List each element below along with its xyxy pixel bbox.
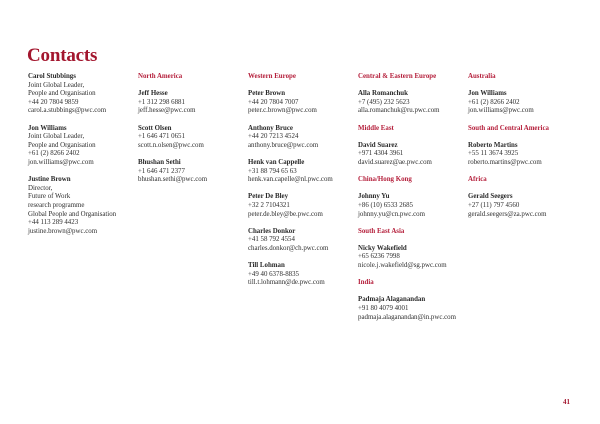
contact-entry <box>138 90 246 116</box>
contact-phone: +27 (11) 797 4560 <box>468 201 520 209</box>
contact-email-link[interactable]: alla.romanchuk@ru.pwc.com <box>358 107 440 115</box>
contact-email-link[interactable]: henk.van.capelle@nl.pwc.com <box>248 176 333 184</box>
contact-name: Nicky Wakefield <box>358 244 407 252</box>
contact-entry <box>248 125 356 151</box>
contact-phone: +61 (2) 8266 2402 <box>28 150 80 158</box>
contact-name: Henk van Cappelle <box>248 158 305 166</box>
contact-name: Scott Olsen <box>138 124 172 132</box>
contact-entry <box>468 193 576 219</box>
contact-column <box>138 73 246 193</box>
contact-email-link[interactable]: scott.n.olsen@pwc.com <box>138 141 204 149</box>
contact-entry <box>28 125 136 168</box>
contact-phone: +91 80 4079 4001 <box>358 305 409 313</box>
contact-name: Johnny Yu <box>358 193 390 201</box>
contact-name: Peter De Bley <box>248 193 289 201</box>
contact-email-link[interactable]: roberto.martins@pwc.com <box>468 158 542 166</box>
contact-phone: +44 20 7213 4524 <box>248 133 299 141</box>
contact-entry <box>468 142 576 168</box>
contact-entry <box>138 125 246 151</box>
contact-name: Till Lohman <box>248 262 285 270</box>
page-number: 41 <box>563 398 570 406</box>
contact-phone: +55 11 3674 3925 <box>468 150 519 158</box>
contact-name: Gerald Seegers <box>468 193 513 201</box>
contact-phone: +65 6236 7998 <box>358 253 400 261</box>
contact-entry <box>358 142 466 168</box>
contact-email-link[interactable]: peter.de.bley@be.pwc.com <box>248 210 323 218</box>
contact-column <box>28 73 136 245</box>
contact-entry <box>248 90 356 116</box>
contact-email-link[interactable]: justine.brown@pwc.com <box>28 227 98 235</box>
contact-email-link[interactable]: till.t.lohmann@de.pwc.com <box>248 279 325 287</box>
region-heading: Middle East <box>358 124 394 132</box>
contact-email-link[interactable]: anthony.bruce@pwc.com <box>248 141 319 149</box>
contact-entry <box>468 90 576 116</box>
contact-email-link[interactable]: jon.williams@pwc.com <box>28 158 94 166</box>
contact-name: Jon Williams <box>468 90 507 98</box>
contact-name: Anthony Bruce <box>248 124 293 132</box>
contact-phone: +44 113 289 4423 <box>28 219 79 227</box>
contact-column <box>468 73 576 228</box>
contact-entry <box>28 73 136 116</box>
contact-entry <box>358 90 466 116</box>
region-heading: Australia <box>468 73 496 80</box>
contact-email-link[interactable]: charles.donkor@ch.pwc.com <box>248 244 329 252</box>
region-heading: Western Europe <box>248 73 296 80</box>
contact-role: Joint Global Leader, <box>28 133 85 141</box>
contact-entry <box>248 159 356 185</box>
contact-entry <box>248 228 356 254</box>
contact-name: Roberto Martins <box>468 141 518 149</box>
contact-entry <box>138 159 246 185</box>
contact-name: Peter Brown <box>248 90 286 98</box>
contact-phone: +1 646 471 0651 <box>138 133 185 141</box>
contact-role: People and Organisation <box>28 90 96 98</box>
contact-role: People and Organisation <box>28 141 96 149</box>
contact-email-link[interactable]: bhushan.sethi@pwc.com <box>138 176 208 184</box>
region-heading: North America <box>138 73 183 80</box>
contact-role: Director, <box>28 184 53 192</box>
contact-entry <box>358 193 466 219</box>
region-heading: South East Asia <box>358 227 405 235</box>
contact-phone: +49 40 6378-8835 <box>248 270 299 278</box>
contact-email-link[interactable]: jeff.hesse@pwc.com <box>138 107 196 115</box>
contact-name: Charles Donkor <box>248 227 296 235</box>
contact-role: Future of Work <box>28 193 71 201</box>
contact-phone: +971 4304 3961 <box>358 150 404 158</box>
contact-entry <box>248 262 356 288</box>
contact-name: Jeff Hesse <box>138 90 168 98</box>
contact-role: research programme <box>28 201 85 209</box>
contact-entry <box>28 176 136 236</box>
contact-phone: +7 (495) 232 5623 <box>358 98 410 106</box>
contact-phone: +44 20 7804 9859 <box>28 98 79 106</box>
contact-column <box>248 73 356 296</box>
contact-phone: +32 2 7104321 <box>248 201 290 209</box>
contact-name: David Suarez <box>358 141 398 149</box>
region-heading: Central & Eastern Europe <box>358 73 437 80</box>
contact-email-link[interactable]: jon.williams@pwc.com <box>468 107 534 115</box>
contact-name: Justine Brown <box>28 176 71 184</box>
contact-email-link[interactable]: peter.c.brown@pwc.com <box>248 107 317 115</box>
contact-email-link[interactable]: carol.a.stubbings@pwc.com <box>28 107 107 115</box>
contact-name: Bhushan Sethi <box>138 158 181 166</box>
region-heading: South and Central America <box>468 124 549 132</box>
region-heading: Africa <box>468 176 487 184</box>
contact-name: Carol Stubbings <box>28 73 76 80</box>
contact-email-link[interactable]: gerald.seegers@za.pwc.com <box>468 210 547 218</box>
contact-phone: +44 20 7804 7007 <box>248 98 299 106</box>
contact-email-link[interactable]: david.suarez@ae.pwc.com <box>358 158 432 166</box>
contact-name: Alla Romanchuk <box>358 90 408 98</box>
contact-role: Global People and Organisation <box>28 210 117 218</box>
contact-entry <box>358 245 466 271</box>
region-heading: China/Hong Kong <box>358 176 412 184</box>
contact-role: Joint Global Leader, <box>28 81 85 89</box>
contact-email-link[interactable]: nicole.j.wakefield@sg.pwc.com <box>358 262 447 270</box>
contact-column <box>358 73 466 331</box>
region-heading: India <box>358 279 374 287</box>
contact-phone: +1 646 471 2377 <box>138 167 185 175</box>
contact-phone: +86 (10) 6533 2685 <box>358 201 413 209</box>
contact-name: Jon Williams <box>28 124 67 132</box>
contact-email-link[interactable]: johnny.yu@cn.pwc.com <box>358 210 425 218</box>
contact-entry <box>248 193 356 219</box>
contact-entry <box>358 296 466 322</box>
contact-phone: +61 (2) 8266 2402 <box>468 98 520 106</box>
contact-phone: +1 312 298 6881 <box>138 98 185 106</box>
contact-email-link[interactable]: padmaja.alaganandan@in.pwc.com <box>358 313 456 321</box>
page-title: Contacts <box>27 45 98 66</box>
contact-phone: +41 58 792 4554 <box>248 236 295 244</box>
contact-phone: +31 88 794 65 63 <box>248 167 297 175</box>
contact-name: Padmaja Alaganandan <box>358 296 426 304</box>
